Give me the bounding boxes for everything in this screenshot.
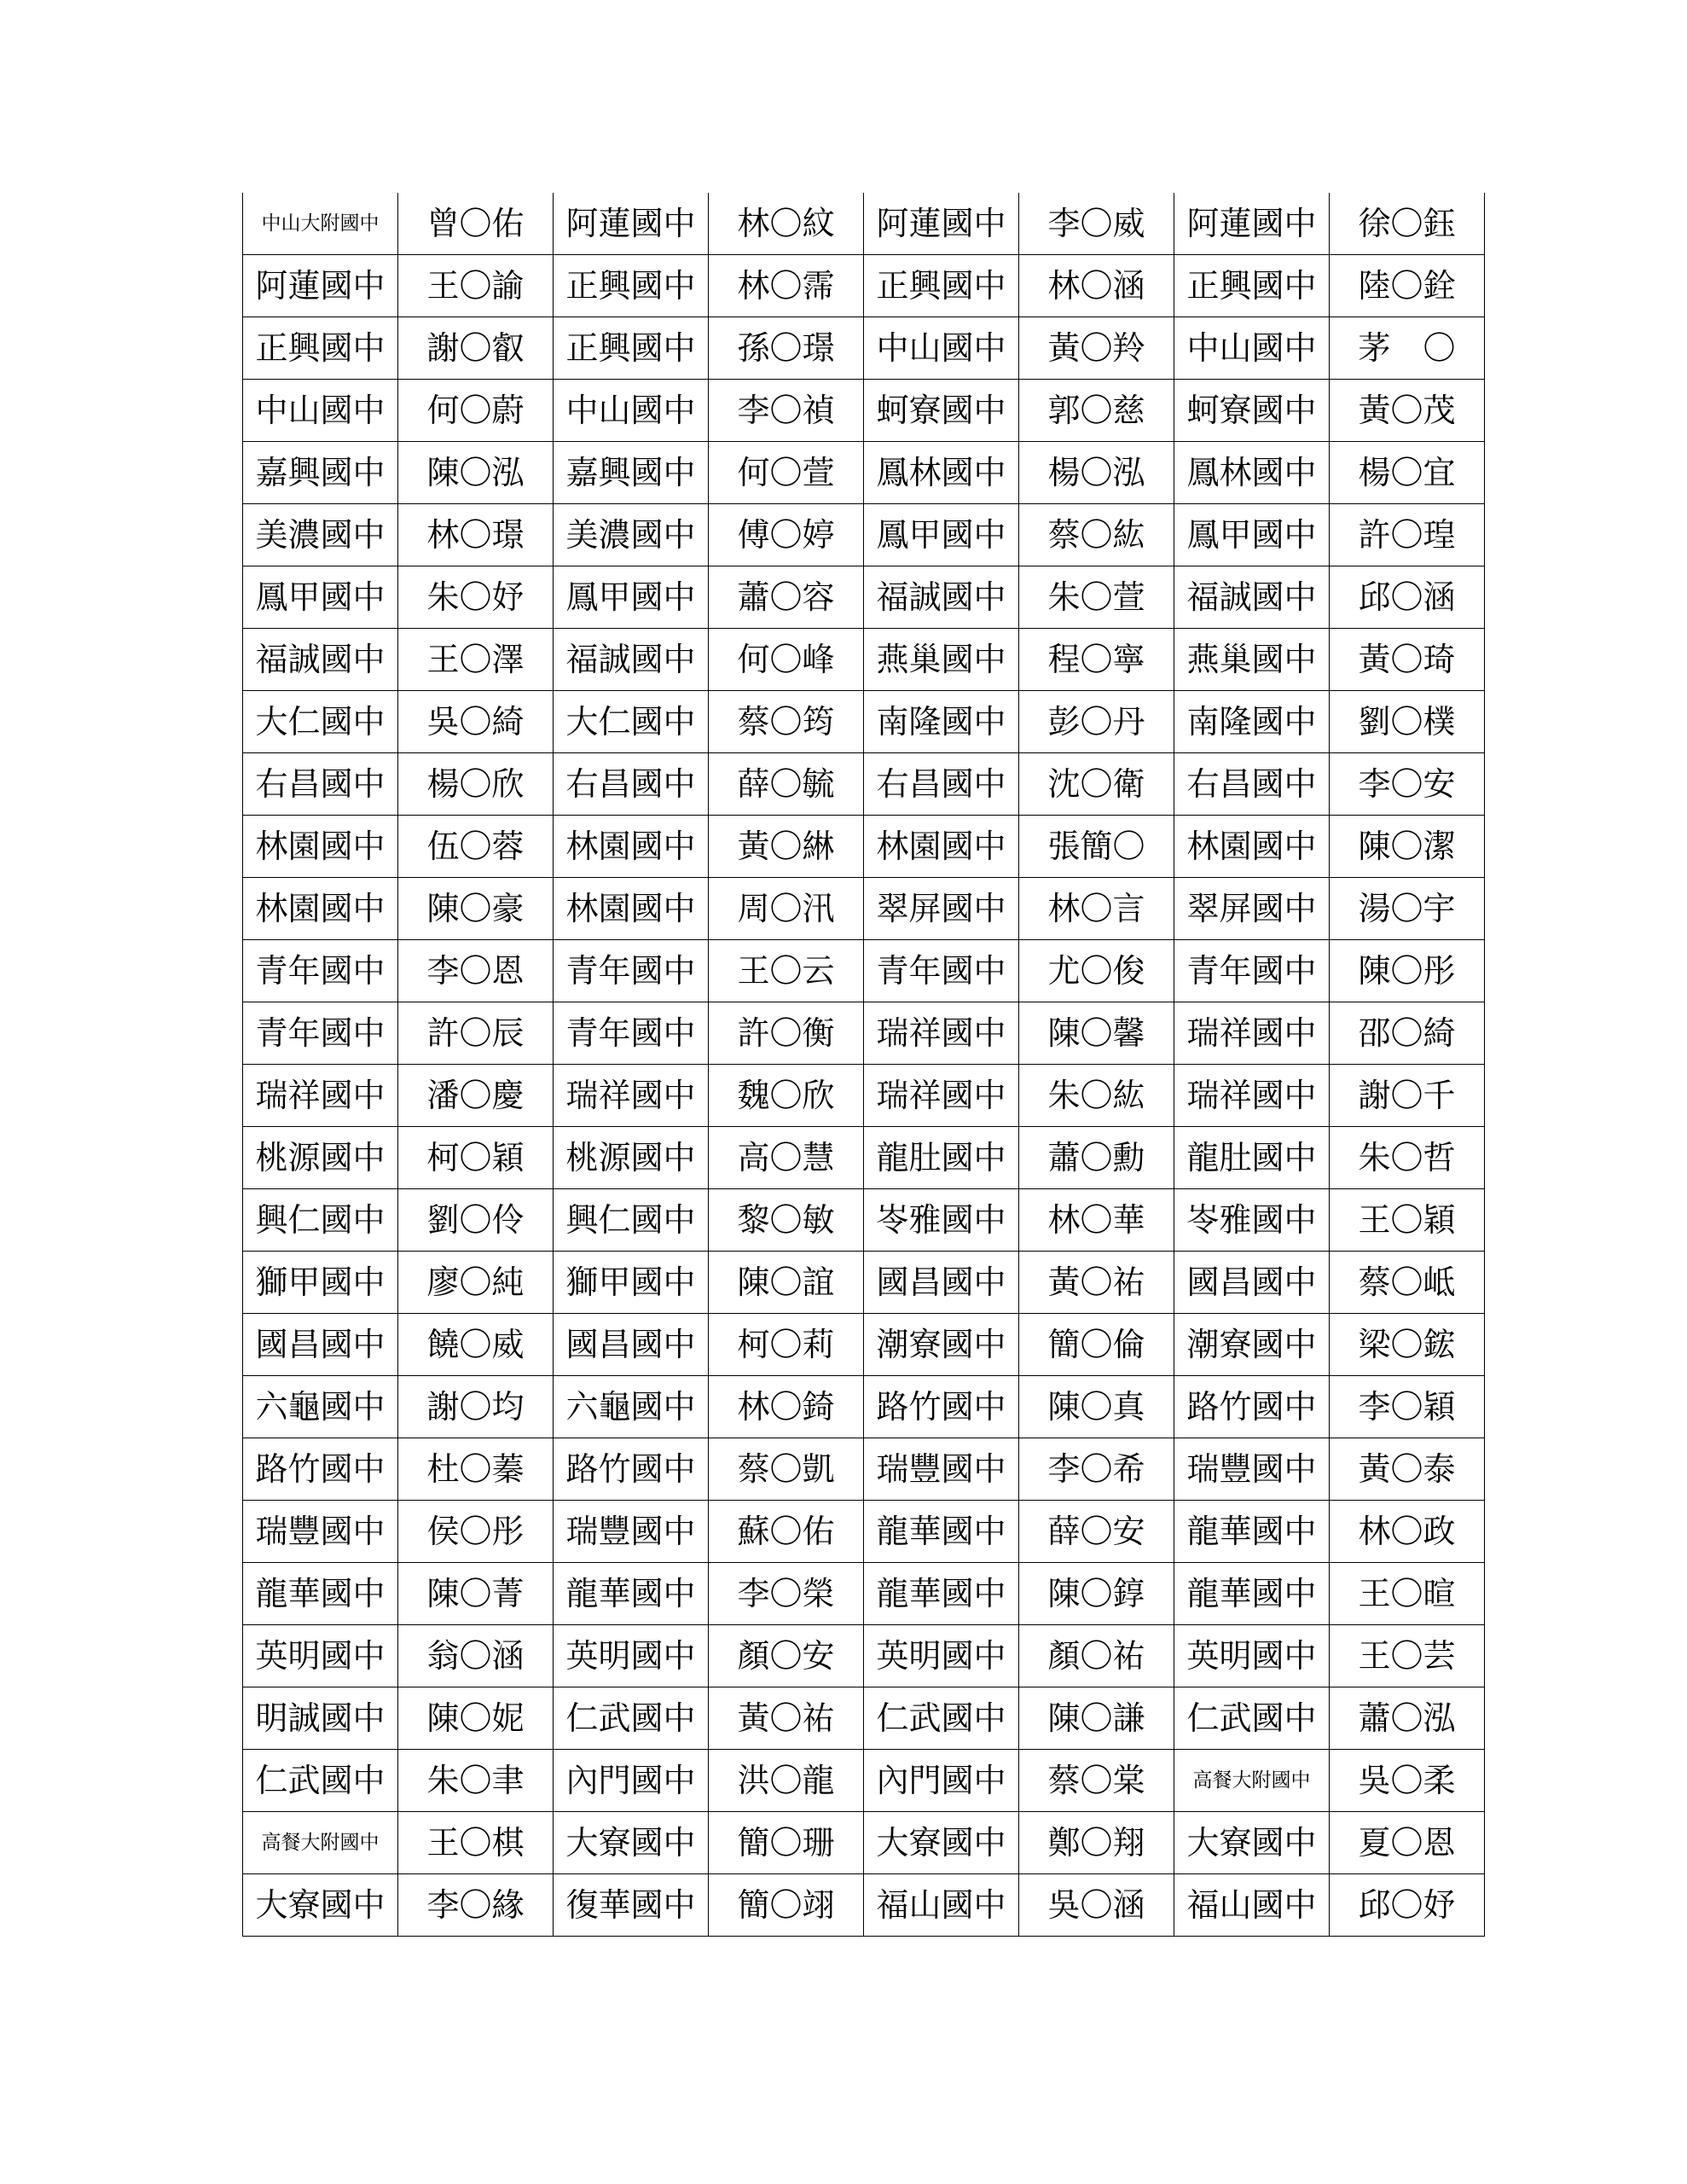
- student-name-cell: 朱〇聿: [398, 1750, 554, 1812]
- student-name-cell: 黃〇羚: [1019, 317, 1174, 380]
- school-name-cell: 嘉興國中: [554, 442, 709, 504]
- student-name-cell: 陳〇潔: [1330, 816, 1485, 878]
- school-name-cell: 蚵寮國中: [864, 380, 1019, 442]
- school-name-cell: 嘉興國中: [243, 442, 398, 504]
- school-name-cell: 興仁國中: [243, 1189, 398, 1252]
- student-name-cell: 林〇涵: [1019, 255, 1174, 317]
- student-name-cell: 楊〇宜: [1330, 442, 1485, 504]
- student-name-cell: 饒〇威: [398, 1314, 554, 1376]
- student-name-cell: 劉〇樸: [1330, 691, 1485, 753]
- table-row: [243, 1002, 1485, 1065]
- student-name-cell: 簡〇珊: [709, 1812, 864, 1874]
- school-name-cell: 龍華國中: [243, 1563, 398, 1625]
- student-name-cell: 林〇言: [1019, 878, 1174, 940]
- student-name-cell: 黃〇綝: [709, 816, 864, 878]
- school-name-cell: 瑞豐國中: [554, 1501, 709, 1563]
- table-row: [243, 1376, 1485, 1438]
- school-name-cell: 福誠國中: [243, 629, 398, 691]
- table-row: [243, 1065, 1485, 1127]
- student-name-cell: 朱〇紘: [1019, 1065, 1174, 1127]
- school-name-cell: 岺雅國中: [1174, 1189, 1330, 1252]
- student-name-cell: 蘇〇佑: [709, 1501, 864, 1563]
- student-name-cell: 簡〇倫: [1019, 1314, 1174, 1376]
- student-name-cell: 許〇衡: [709, 1002, 864, 1065]
- table-row: [243, 1438, 1485, 1501]
- student-name-cell: 王〇穎: [1330, 1189, 1485, 1252]
- student-name-cell: 謝〇叡: [398, 317, 554, 380]
- table-row: [243, 940, 1485, 1002]
- school-name-cell: 正興國中: [554, 317, 709, 380]
- school-name-cell: 瑞祥國中: [864, 1002, 1019, 1065]
- school-name-cell: 福山國中: [1174, 1874, 1330, 1937]
- student-name-cell: 魏〇欣: [709, 1065, 864, 1127]
- school-name-cell: 林園國中: [243, 816, 398, 878]
- student-name-cell: 潘〇慶: [398, 1065, 554, 1127]
- student-name-cell: 林〇華: [1019, 1189, 1174, 1252]
- student-name-cell: 林〇政: [1330, 1501, 1485, 1563]
- school-name-cell: 岺雅國中: [864, 1189, 1019, 1252]
- student-name-cell: 廖〇純: [398, 1252, 554, 1314]
- school-name-cell: 路竹國中: [243, 1438, 398, 1501]
- student-name-cell: 王〇澤: [398, 629, 554, 691]
- school-name-cell: 路竹國中: [864, 1376, 1019, 1438]
- student-name-cell: 王〇暄: [1330, 1563, 1485, 1625]
- school-name-cell: 復華國中: [554, 1874, 709, 1937]
- school-name-cell: 英明國中: [1174, 1625, 1330, 1687]
- student-name-cell: 劉〇伶: [398, 1189, 554, 1252]
- student-name-cell: 薛〇安: [1019, 1501, 1174, 1563]
- table-row: [243, 1501, 1485, 1563]
- school-name-cell: 瑞祥國中: [1174, 1065, 1330, 1127]
- school-name-cell: 青年國中: [554, 1002, 709, 1065]
- school-name-cell: 大仁國中: [554, 691, 709, 753]
- student-name-cell: 張簡〇: [1019, 816, 1174, 878]
- school-name-cell: 高餐大附國中: [243, 1812, 398, 1874]
- student-name-cell: 蔡〇凱: [709, 1438, 864, 1501]
- school-name-cell: 潮寮國中: [864, 1314, 1019, 1376]
- student-name-cell: 李〇威: [1019, 193, 1174, 255]
- student-name-cell: 徐〇鈺: [1330, 193, 1485, 255]
- school-name-cell: 瑞豐國中: [864, 1438, 1019, 1501]
- school-name-cell: 美濃國中: [554, 504, 709, 566]
- school-name-cell: 瑞祥國中: [243, 1065, 398, 1127]
- school-name-cell: 福誠國中: [864, 566, 1019, 629]
- table-row: [243, 442, 1485, 504]
- school-name-cell: 正興國中: [1174, 255, 1330, 317]
- school-name-cell: 獅甲國中: [243, 1252, 398, 1314]
- student-name-cell: 蔡〇岻: [1330, 1252, 1485, 1314]
- student-name-cell: 楊〇欣: [398, 753, 554, 816]
- student-name-cell: 黃〇琦: [1330, 629, 1485, 691]
- student-name-cell: 薛〇毓: [709, 753, 864, 816]
- table-row: [243, 504, 1485, 566]
- school-name-cell: 青年國中: [554, 940, 709, 1002]
- school-name-cell: 阿蓮國中: [864, 193, 1019, 255]
- school-name-cell: 仁武國中: [1174, 1687, 1330, 1750]
- student-name-cell: 林〇錡: [709, 1376, 864, 1438]
- table-row: [243, 255, 1485, 317]
- school-name-cell: 瑞豐國中: [1174, 1438, 1330, 1501]
- student-name-cell: 李〇安: [1330, 753, 1485, 816]
- school-name-cell: 右昌國中: [554, 753, 709, 816]
- student-name-cell: 李〇希: [1019, 1438, 1174, 1501]
- student-name-cell: 朱〇萱: [1019, 566, 1174, 629]
- student-name-cell: 王〇云: [709, 940, 864, 1002]
- school-name-cell: 中山國中: [1174, 317, 1330, 380]
- student-name-cell: 彭〇丹: [1019, 691, 1174, 753]
- student-name-cell: 簡〇翊: [709, 1874, 864, 1937]
- student-name-cell: 顏〇安: [709, 1625, 864, 1687]
- table-row: [243, 193, 1485, 255]
- student-name-cell: 楊〇泓: [1019, 442, 1174, 504]
- student-name-cell: 何〇蔚: [398, 380, 554, 442]
- school-name-cell: 龍肚國中: [864, 1127, 1019, 1189]
- school-name-cell: 林園國中: [243, 878, 398, 940]
- student-name-cell: 高〇慧: [709, 1127, 864, 1189]
- table-row: [243, 1563, 1485, 1625]
- student-name-cell: 柯〇穎: [398, 1127, 554, 1189]
- school-name-cell: 大寮國中: [243, 1874, 398, 1937]
- school-name-cell: 中山國中: [864, 317, 1019, 380]
- student-name-cell: 李〇榮: [709, 1563, 864, 1625]
- school-name-cell: 林園國中: [554, 816, 709, 878]
- student-name-cell: 林〇璟: [398, 504, 554, 566]
- student-name-cell: 邵〇綺: [1330, 1002, 1485, 1065]
- school-name-cell: 鳳甲國中: [554, 566, 709, 629]
- table-row: [243, 1625, 1485, 1687]
- school-name-cell: 大寮國中: [1174, 1812, 1330, 1874]
- school-name-cell: 美濃國中: [243, 504, 398, 566]
- table-row: [243, 1812, 1485, 1874]
- school-name-cell: 福誠國中: [1174, 566, 1330, 629]
- student-name-cell: 柯〇莉: [709, 1314, 864, 1376]
- school-name-cell: 鳳林國中: [864, 442, 1019, 504]
- school-name-cell: 明誠國中: [243, 1687, 398, 1750]
- table-row: [243, 629, 1485, 691]
- table-row: [243, 1874, 1485, 1937]
- school-name-cell: 正興國中: [554, 255, 709, 317]
- school-name-cell: 中山國中: [243, 380, 398, 442]
- student-name-cell: 傅〇婷: [709, 504, 864, 566]
- student-name-cell: 王〇諭: [398, 255, 554, 317]
- school-name-cell: 大寮國中: [864, 1812, 1019, 1874]
- table-row: [243, 753, 1485, 816]
- school-name-cell: 英明國中: [243, 1625, 398, 1687]
- school-name-cell: 右昌國中: [864, 753, 1019, 816]
- school-name-cell: 林園國中: [1174, 816, 1330, 878]
- school-name-cell: 中山國中: [554, 380, 709, 442]
- school-name-cell: 桃源國中: [243, 1127, 398, 1189]
- table-row: [243, 1189, 1485, 1252]
- student-name-cell: 林〇紋: [709, 193, 864, 255]
- student-name-cell: 陳〇妮: [398, 1687, 554, 1750]
- student-name-cell: 黃〇泰: [1330, 1438, 1485, 1501]
- school-name-cell: 內門國中: [864, 1750, 1019, 1812]
- student-name-cell: 曾〇佑: [398, 193, 554, 255]
- student-name-cell: 陸〇銓: [1330, 255, 1485, 317]
- school-name-cell: 大寮國中: [554, 1812, 709, 1874]
- student-name-cell: 蔡〇棠: [1019, 1750, 1174, 1812]
- student-name-cell: 陳〇誼: [709, 1252, 864, 1314]
- school-name-cell: 青年國中: [243, 940, 398, 1002]
- student-name-cell: 黃〇茂: [1330, 380, 1485, 442]
- school-name-cell: 右昌國中: [1174, 753, 1330, 816]
- school-name-cell: 仁武國中: [864, 1687, 1019, 1750]
- school-name-cell: 鳳甲國中: [1174, 504, 1330, 566]
- award-list-sheet: [242, 193, 1484, 1937]
- student-name-cell: 王〇棋: [398, 1812, 554, 1874]
- student-name-cell: 王〇芸: [1330, 1625, 1485, 1687]
- student-name-cell: 伍〇蓉: [398, 816, 554, 878]
- student-name-cell: 茅 〇: [1330, 317, 1485, 380]
- table-body: [243, 193, 1485, 1937]
- school-name-cell: 英明國中: [554, 1625, 709, 1687]
- table-row: [243, 1750, 1485, 1812]
- school-name-cell: 龍華國中: [864, 1501, 1019, 1563]
- student-name-cell: 夏〇恩: [1330, 1812, 1485, 1874]
- student-name-cell: 陳〇菁: [398, 1563, 554, 1625]
- student-name-cell: 許〇瑝: [1330, 504, 1485, 566]
- student-name-cell: 翁〇涵: [398, 1625, 554, 1687]
- school-name-cell: 龍華國中: [1174, 1501, 1330, 1563]
- student-name-cell: 黃〇祐: [709, 1687, 864, 1750]
- student-name-cell: 李〇穎: [1330, 1376, 1485, 1438]
- school-name-cell: 龍肚國中: [1174, 1127, 1330, 1189]
- school-name-cell: 阿蓮國中: [243, 255, 398, 317]
- school-name-cell: 國昌國中: [554, 1314, 709, 1376]
- student-name-cell: 謝〇均: [398, 1376, 554, 1438]
- school-name-cell: 右昌國中: [243, 753, 398, 816]
- student-name-cell: 尤〇俊: [1019, 940, 1174, 1002]
- school-name-cell: 正興國中: [243, 317, 398, 380]
- table-row: [243, 691, 1485, 753]
- student-name-cell: 顏〇祐: [1019, 1625, 1174, 1687]
- school-name-cell: 南隆國中: [864, 691, 1019, 753]
- school-name-cell: 獅甲國中: [554, 1252, 709, 1314]
- student-name-cell: 梁〇鋐: [1330, 1314, 1485, 1376]
- school-name-cell: 桃源國中: [554, 1127, 709, 1189]
- school-name-cell: 國昌國中: [243, 1314, 398, 1376]
- table-row: [243, 317, 1485, 380]
- school-name-cell: 蚵寮國中: [1174, 380, 1330, 442]
- school-name-cell: 林園國中: [554, 878, 709, 940]
- school-name-cell: 鳳甲國中: [243, 566, 398, 629]
- school-name-cell: 瑞祥國中: [1174, 1002, 1330, 1065]
- school-student-table: [242, 193, 1485, 1937]
- school-name-cell: 青年國中: [864, 940, 1019, 1002]
- school-name-cell: 瑞豐國中: [243, 1501, 398, 1563]
- student-name-cell: 陳〇泓: [398, 442, 554, 504]
- table-row: [243, 816, 1485, 878]
- table-row: [243, 878, 1485, 940]
- student-name-cell: 邱〇妤: [1330, 1874, 1485, 1937]
- table-row: [243, 566, 1485, 629]
- student-name-cell: 陳〇馨: [1019, 1002, 1174, 1065]
- table-row: [243, 1314, 1485, 1376]
- school-name-cell: 燕巢國中: [1174, 629, 1330, 691]
- student-name-cell: 蔡〇紘: [1019, 504, 1174, 566]
- student-name-cell: 杜〇蓁: [398, 1438, 554, 1501]
- school-name-cell: 福誠國中: [554, 629, 709, 691]
- student-name-cell: 蕭〇勳: [1019, 1127, 1174, 1189]
- student-name-cell: 洪〇龍: [709, 1750, 864, 1812]
- table-row: [243, 380, 1485, 442]
- table-row: [243, 1687, 1485, 1750]
- school-name-cell: 國昌國中: [1174, 1252, 1330, 1314]
- student-name-cell: 蔡〇筠: [709, 691, 864, 753]
- school-name-cell: 路竹國中: [554, 1438, 709, 1501]
- student-name-cell: 侯〇彤: [398, 1501, 554, 1563]
- school-name-cell: 瑞祥國中: [864, 1065, 1019, 1127]
- school-name-cell: 南隆國中: [1174, 691, 1330, 753]
- school-name-cell: 中山大附國中: [243, 193, 398, 255]
- student-name-cell: 吳〇綺: [398, 691, 554, 753]
- school-name-cell: 仁武國中: [554, 1687, 709, 1750]
- student-name-cell: 吳〇涵: [1019, 1874, 1174, 1937]
- school-name-cell: 英明國中: [864, 1625, 1019, 1687]
- student-name-cell: 陳〇錞: [1019, 1563, 1174, 1625]
- school-name-cell: 國昌國中: [864, 1252, 1019, 1314]
- student-name-cell: 朱〇妤: [398, 566, 554, 629]
- student-name-cell: 陳〇彤: [1330, 940, 1485, 1002]
- student-name-cell: 周〇汛: [709, 878, 864, 940]
- student-name-cell: 鄭〇翔: [1019, 1812, 1174, 1874]
- school-name-cell: 六龜國中: [243, 1376, 398, 1438]
- table-row: [243, 1127, 1485, 1189]
- student-name-cell: 李〇緣: [398, 1874, 554, 1937]
- school-name-cell: 鳳甲國中: [864, 504, 1019, 566]
- student-name-cell: 許〇辰: [398, 1002, 554, 1065]
- student-name-cell: 李〇恩: [398, 940, 554, 1002]
- student-name-cell: 蕭〇容: [709, 566, 864, 629]
- student-name-cell: 孫〇璟: [709, 317, 864, 380]
- school-name-cell: 仁武國中: [243, 1750, 398, 1812]
- student-name-cell: 何〇峰: [709, 629, 864, 691]
- school-name-cell: 興仁國中: [554, 1189, 709, 1252]
- student-name-cell: 謝〇千: [1330, 1065, 1485, 1127]
- student-name-cell: 郭〇慈: [1019, 380, 1174, 442]
- school-name-cell: 阿蓮國中: [1174, 193, 1330, 255]
- student-name-cell: 陳〇謙: [1019, 1687, 1174, 1750]
- school-name-cell: 福山國中: [864, 1874, 1019, 1937]
- student-name-cell: 陳〇豪: [398, 878, 554, 940]
- school-name-cell: 路竹國中: [1174, 1376, 1330, 1438]
- student-name-cell: 朱〇哲: [1330, 1127, 1485, 1189]
- school-name-cell: 青年國中: [1174, 940, 1330, 1002]
- school-name-cell: 大仁國中: [243, 691, 398, 753]
- student-name-cell: 程〇寧: [1019, 629, 1174, 691]
- school-name-cell: 青年國中: [243, 1002, 398, 1065]
- school-name-cell: 內門國中: [554, 1750, 709, 1812]
- school-name-cell: 潮寮國中: [1174, 1314, 1330, 1376]
- school-name-cell: 翠屏國中: [1174, 878, 1330, 940]
- school-name-cell: 高餐大附國中: [1174, 1750, 1330, 1812]
- student-name-cell: 何〇萱: [709, 442, 864, 504]
- school-name-cell: 龍華國中: [1174, 1563, 1330, 1625]
- school-name-cell: 鳳林國中: [1174, 442, 1330, 504]
- school-name-cell: 龍華國中: [554, 1563, 709, 1625]
- school-name-cell: 龍華國中: [864, 1563, 1019, 1625]
- student-name-cell: 黃〇祐: [1019, 1252, 1174, 1314]
- student-name-cell: 黎〇敏: [709, 1189, 864, 1252]
- table-row: [243, 1252, 1485, 1314]
- student-name-cell: 邱〇涵: [1330, 566, 1485, 629]
- student-name-cell: 李〇禎: [709, 380, 864, 442]
- school-name-cell: 正興國中: [864, 255, 1019, 317]
- school-name-cell: 阿蓮國中: [554, 193, 709, 255]
- school-name-cell: 林園國中: [864, 816, 1019, 878]
- student-name-cell: 陳〇真: [1019, 1376, 1174, 1438]
- student-name-cell: 林〇霈: [709, 255, 864, 317]
- student-name-cell: 蕭〇泓: [1330, 1687, 1485, 1750]
- school-name-cell: 翠屏國中: [864, 878, 1019, 940]
- school-name-cell: 瑞祥國中: [554, 1065, 709, 1127]
- student-name-cell: 湯〇宇: [1330, 878, 1485, 940]
- school-name-cell: 六龜國中: [554, 1376, 709, 1438]
- school-name-cell: 燕巢國中: [864, 629, 1019, 691]
- student-name-cell: 沈〇衛: [1019, 753, 1174, 816]
- student-name-cell: 吳〇柔: [1330, 1750, 1485, 1812]
